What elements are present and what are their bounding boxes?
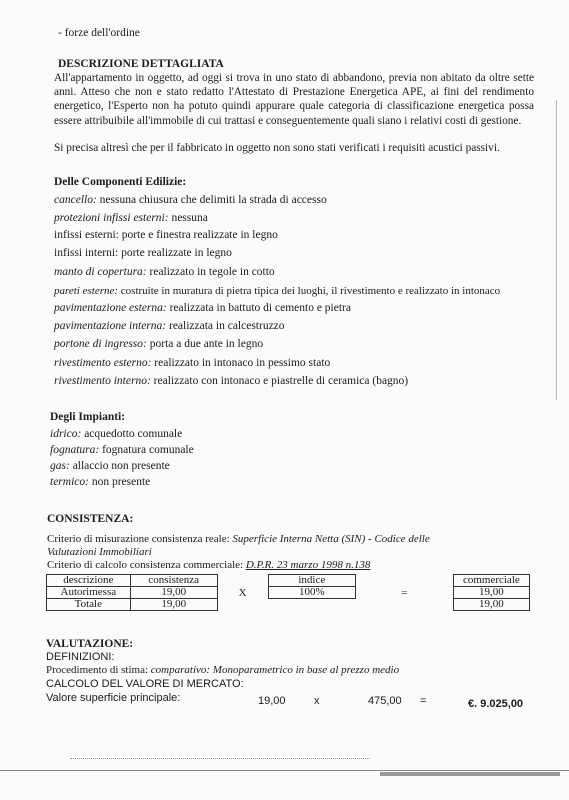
componenti-item-value: nessuna chiusura che delimiti la strada di accesso (99, 194, 327, 206)
table-cell-commerciale: 19,00 (453, 587, 529, 599)
table-cell-commerciale: 19,00 (453, 599, 529, 611)
componenti-item-value: porte e finestra realizzate in legno (121, 229, 278, 241)
componenti-heading: Delle Componenti Edilizie: (54, 176, 187, 188)
componenti-item-label: infissi esterni: (54, 229, 119, 241)
criterio-misurazione (47, 532, 430, 546)
table-header-cell: commerciale (453, 575, 529, 587)
componenti-item-value: realizzata in battuto di cemento e pietra (169, 302, 351, 314)
impianti-item (50, 459, 170, 473)
valore-label: Valore superficie principale: (46, 692, 181, 704)
consistenza-table (46, 574, 530, 611)
desc-paragraph-2: Si precisa altresì che per il fabbricato in oggetto non sono stati verificati i requisiti acustici passivi. (54, 142, 500, 154)
table-header-cell: consistenza (130, 575, 217, 587)
componenti-item-value: realizzata in calcestruzzo (168, 320, 285, 332)
table-cell-empty (217, 599, 268, 611)
componenti-item-label: manto di copertura: (54, 266, 147, 278)
componenti-item-label: rivestimento interno: (54, 375, 151, 387)
impianti-item-label: idrico: (50, 428, 82, 440)
table-header-cell-empty (356, 575, 454, 587)
procedimento-label: Procedimento di stima: (46, 664, 149, 676)
table-row-total (47, 599, 530, 611)
componenti-item-label: pavimentazione interna: (54, 320, 167, 332)
scan-edge-right-marks (556, 100, 557, 400)
valore-eq: = (420, 695, 427, 707)
componenti-item (54, 193, 327, 207)
componenti-item (54, 265, 275, 279)
table-cell-consistenza: 19,00 (130, 599, 217, 611)
procedimento-value: comparativo: Monoparametrico in base al prezzo medio (150, 664, 400, 676)
table-cell-indice: 100% (268, 587, 356, 599)
criterio-misurazione-value: Superficie Interna Netta (SIN) - Codice delle (232, 533, 430, 545)
valore-price: 475,00 (368, 695, 402, 707)
desc-heading: DESCRIZIONE DETTAGLIATA (58, 58, 224, 70)
componenti-item-label: portone di ingresso: (54, 338, 147, 350)
componenti-item (54, 228, 278, 242)
procedimento (46, 663, 399, 677)
componenti-item (54, 211, 208, 225)
componenti-item-label: pavimentazione esterna: (54, 302, 167, 314)
componenti-item-label: protezioni infissi esterni: (54, 212, 169, 224)
componenti-item (54, 356, 330, 370)
componenti-item (54, 301, 351, 315)
impianti-item-value: fognatura comunale (102, 444, 194, 456)
definizioni-label: DEFINIZIONI: (46, 651, 115, 663)
impianti-item (50, 475, 150, 489)
componenti-item-value: nessuna (171, 212, 208, 224)
componenti-item-value: realizzato in intonaco in pessimo stato (154, 357, 331, 369)
table-cell-consistenza: 19,00 (130, 587, 217, 599)
impianti-item (50, 443, 194, 457)
criterio-calcolo-label: Criterio di calcolo consistenza commerciale: (47, 559, 244, 571)
table-row (47, 587, 530, 599)
calcolo-heading: CALCOLO DEL VALORE DI MERCATO: (46, 678, 244, 690)
criterio-calcolo-value: D.P.R. 23 marzo 1998 n.138 (245, 559, 371, 571)
componenti-item-value: porta a due ante in legno (149, 338, 264, 350)
componenti-item-label: infissi interni: (54, 247, 119, 259)
impianti-item-value: allaccio non presente (72, 460, 170, 472)
desc-paragraph-1: All'appartamento in oggetto, ad oggi si trova in uno stato di abbandono, previa non abitato da oltre sette anni. Atteso che non e stato redatto l'Attestato di Prestazione Energetica APE, ai fini del rendimento energetico, l'Esperto non ha potuto quindi appurare quale categoria di classificazione energetica possa essere attribuibile all'immobile di cui trattasi e conseguentemente quali siano i relativi costi di gestione. (54, 72, 534, 127)
table-cell-x: X (217, 587, 268, 599)
table-cell-empty (268, 599, 356, 611)
componenti-item-value: realizzato con intonaco e piastrelle di ceramica (bagno) (153, 375, 409, 387)
valore-qty: 19,00 (258, 695, 286, 707)
table-cell-descrizione: Autorimessa (47, 587, 131, 599)
table-cell-descrizione: Totale (47, 599, 131, 611)
impianti-item-label: gas: (50, 460, 70, 472)
impianti-item-label: fognatura: (50, 444, 100, 456)
componenti-item (54, 319, 285, 333)
table-header-cell-empty (217, 575, 268, 587)
componenti-item-value: realizzato in tegole in cotto (149, 266, 275, 278)
intro-line: - forze dell'ordine (58, 27, 140, 39)
impianti-item-value: acquedotto comunale (84, 428, 183, 440)
componenti-item (54, 246, 232, 260)
componenti-item (54, 337, 263, 351)
impianti-item (50, 427, 182, 441)
componenti-item-value: costruite in muratura di pietra tipica dei luoghi, il rivestimento e realizzato in intonaco (120, 285, 501, 297)
scan-noise (70, 758, 370, 761)
componenti-item (54, 374, 408, 388)
table-cell-empty (356, 599, 454, 611)
criterio-misurazione-label: Criterio di misurazione consistenza reale: (47, 533, 230, 545)
table-header-cell: indice (268, 575, 356, 587)
consistenza-heading: CONSISTENZA: (47, 513, 134, 525)
table-cell-eq: = (356, 587, 454, 599)
valutazione-heading: VALUTAZIONE: (46, 638, 134, 650)
table-header-cell: descrizione (47, 575, 131, 587)
componenti-item-value: porte realizzate in legno (121, 247, 232, 259)
componenti-item-label: cancello: (54, 194, 97, 206)
impianti-item-value: non presente (91, 476, 151, 488)
scan-edge-bottom (0, 770, 569, 771)
table-header-row (47, 575, 530, 587)
valore-x: x (314, 695, 320, 707)
criterio-calcolo (47, 558, 370, 572)
impianti-heading: Degli Impianti: (50, 411, 126, 423)
criterio-misurazione-value-cont: Valutazioni Immobiliari (47, 546, 152, 558)
componenti-item-label: pareti esterne: (54, 285, 119, 297)
valore-total: €. 9.025,00 (468, 698, 524, 710)
componenti-item (54, 284, 500, 298)
componenti-item-label: rivestimento esterno: (54, 357, 152, 369)
impianti-item-label: termico: (50, 476, 89, 488)
scan-noise (380, 772, 560, 776)
